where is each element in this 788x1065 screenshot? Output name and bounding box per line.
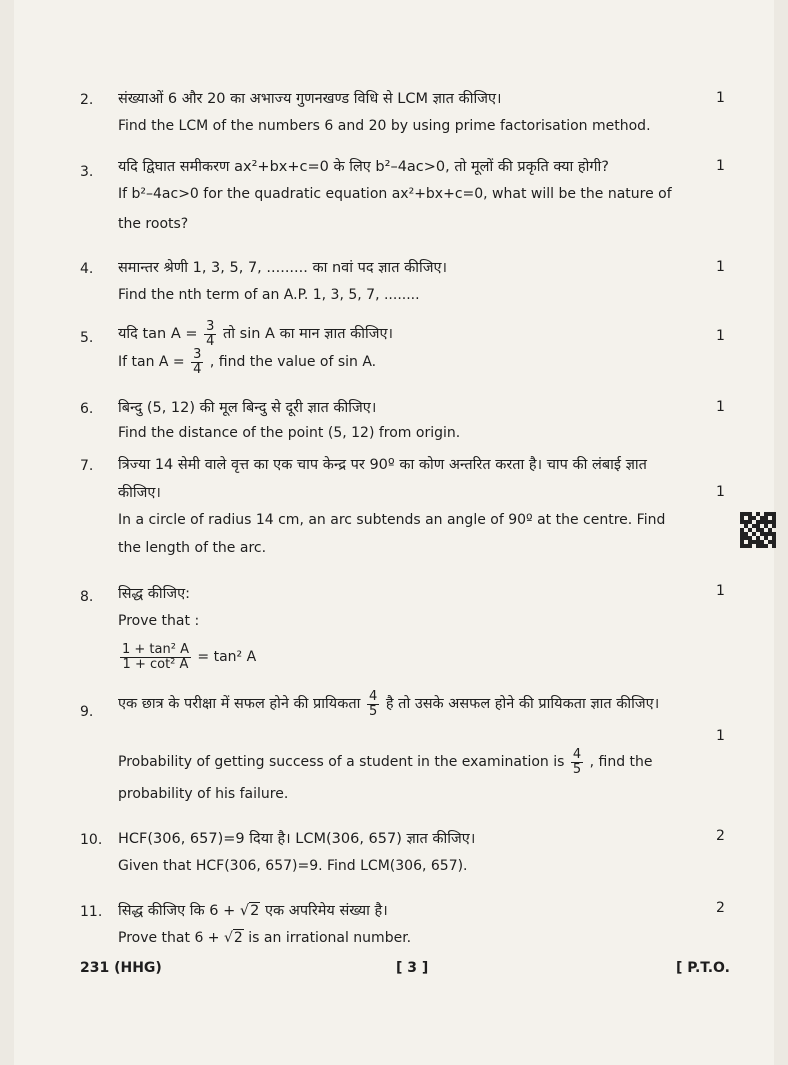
paper-code: 231 (HHG)	[80, 960, 162, 976]
radical-expression	[194, 929, 243, 946]
question-english-line2: the roots?	[118, 216, 189, 232]
question-english	[118, 348, 376, 376]
exam-page	[14, 0, 774, 1065]
fraction-denominator: 1 + cot² A	[122, 656, 189, 672]
qr-code-icon	[740, 512, 776, 548]
question-english: Prove that :	[118, 613, 200, 629]
page-number: [ 3 ]	[396, 960, 429, 976]
question-marks: 2	[716, 828, 725, 844]
question-english: In a circle of radius 14 cm, an arc subtends an angle of 90º at the centre. Find	[118, 512, 666, 528]
question-hindi: यदि द्विघात समीकरण ax²+bx+c=0 के लिए b²–4ac>0, तो मूलों की प्रकृति क्या होगी?	[118, 159, 609, 175]
fraction-denominator: 5	[572, 761, 582, 777]
question-hindi	[118, 320, 393, 348]
question-number: 8.	[80, 589, 94, 605]
question-english: Find the distance of the point (5, 12) from origin.	[118, 425, 461, 441]
question-english	[118, 930, 411, 946]
question-hindi: सिद्ध कीजिए:	[118, 586, 191, 602]
question-hindi: समान्तर श्रेणी 1, 3, 5, 7, ......... का nवां पद ज्ञात कीजिए।	[118, 260, 447, 276]
fraction-numerator: 3	[193, 347, 202, 362]
fraction	[571, 748, 583, 776]
english-pre: If tan A =	[118, 354, 185, 371]
question-hindi	[118, 690, 659, 718]
pto-label: [ P.T.O.	[676, 960, 730, 976]
question-english-line2: probability of his failure.	[118, 786, 289, 802]
expr-base: 6 + √	[194, 930, 233, 946]
hindi-pre: सिद्ध कीजिए कि	[118, 903, 205, 919]
expr-radicand: 2	[250, 903, 260, 919]
fraction-numerator: 1 + tan² A	[122, 642, 189, 657]
question-number: 11.	[80, 904, 103, 920]
hindi-pre: यदि tan A =	[118, 326, 198, 343]
english-pre: Probability of getting success of a student in the examination is	[118, 754, 565, 771]
question-hindi: त्रिज्या 14 सेमी वाले वृत्त का एक चाप केन्द्र पर 90º का कोण अन्तरित करता है। चाप की लंबाई ज्ञात	[118, 457, 647, 473]
question-hindi-line2: कीजिए।	[118, 485, 161, 501]
question-english	[118, 748, 653, 776]
question-number: 3.	[80, 164, 94, 180]
question-number: 4.	[80, 261, 94, 277]
question-number: 2.	[80, 92, 94, 108]
english-post: is an irrational number.	[248, 930, 412, 946]
question-hindi: संख्याओं 6 और 20 का अभाज्य गुणनखण्ड विधि से LCM ज्ञात कीजिए।	[118, 91, 502, 107]
fraction	[204, 320, 216, 348]
fraction-denominator: 4	[206, 333, 215, 349]
question-number: 7.	[80, 458, 94, 474]
question-marks: 1	[716, 90, 725, 106]
fraction	[367, 690, 379, 718]
question-number: 6.	[80, 401, 94, 417]
fraction	[191, 348, 203, 376]
question-hindi	[118, 900, 388, 920]
english-pre: Prove that	[118, 930, 190, 946]
identity-rhs: = tan² A	[197, 649, 257, 666]
question-marks: 1	[716, 328, 725, 344]
expr-base: 6 + √	[209, 903, 250, 919]
fraction-numerator: 3	[206, 319, 215, 334]
hindi-post: एक अपरिमेय संख्या है।	[264, 903, 388, 919]
question-english: Find the nth term of an A.P. 1, 3, 5, 7, ........	[118, 287, 420, 303]
fraction-denominator: 4	[193, 361, 202, 377]
identity-expression	[118, 643, 256, 671]
question-english-line2: the length of the arc.	[118, 540, 267, 556]
question-marks: 1	[716, 158, 725, 174]
question-marks: 1	[716, 583, 725, 599]
question-english: Given that HCF(306, 657)=9. Find LCM(306, 657).	[118, 858, 468, 874]
hindi-post: है तो उसके असफल होने की प्रायिकता ज्ञात कीजिए।	[385, 696, 660, 713]
english-post: , find the value of sin A.	[209, 354, 377, 371]
question-number: 10.	[80, 832, 103, 848]
question-hindi: बिन्दु (5, 12) की मूल बिन्दु से दूरी ज्ञात कीजिए।	[118, 400, 377, 416]
fraction-numerator: 4	[368, 689, 378, 704]
expr-radicand: 2	[233, 930, 243, 946]
question-english: Find the LCM of the numbers 6 and 20 by using prime factorisation method.	[118, 118, 651, 134]
question-marks: 1	[716, 728, 725, 744]
question-hindi: HCF(306, 657)=9 दिया है। LCM(306, 657) ज्ञात कीजिए।	[118, 831, 476, 847]
question-number: 5.	[80, 330, 94, 346]
fraction	[120, 643, 191, 671]
fraction-denominator: 5	[368, 703, 378, 719]
question-marks: 1	[716, 399, 725, 415]
question-english: If b²–4ac>0 for the quadratic equation ax²+bx+c=0, what will be the nature of	[118, 186, 672, 202]
radical-expression	[209, 902, 260, 919]
question-number: 9.	[80, 704, 94, 720]
fraction-numerator: 4	[572, 747, 582, 762]
question-marks: 1	[716, 484, 725, 500]
hindi-post: तो sin A का मान ज्ञात कीजिए।	[223, 326, 393, 343]
question-marks: 2	[716, 900, 725, 916]
english-post: , find the	[589, 754, 653, 771]
question-marks: 1	[716, 259, 725, 275]
hindi-pre: एक छात्र के परीक्षा में सफल होने की प्रायिकता	[118, 696, 361, 713]
